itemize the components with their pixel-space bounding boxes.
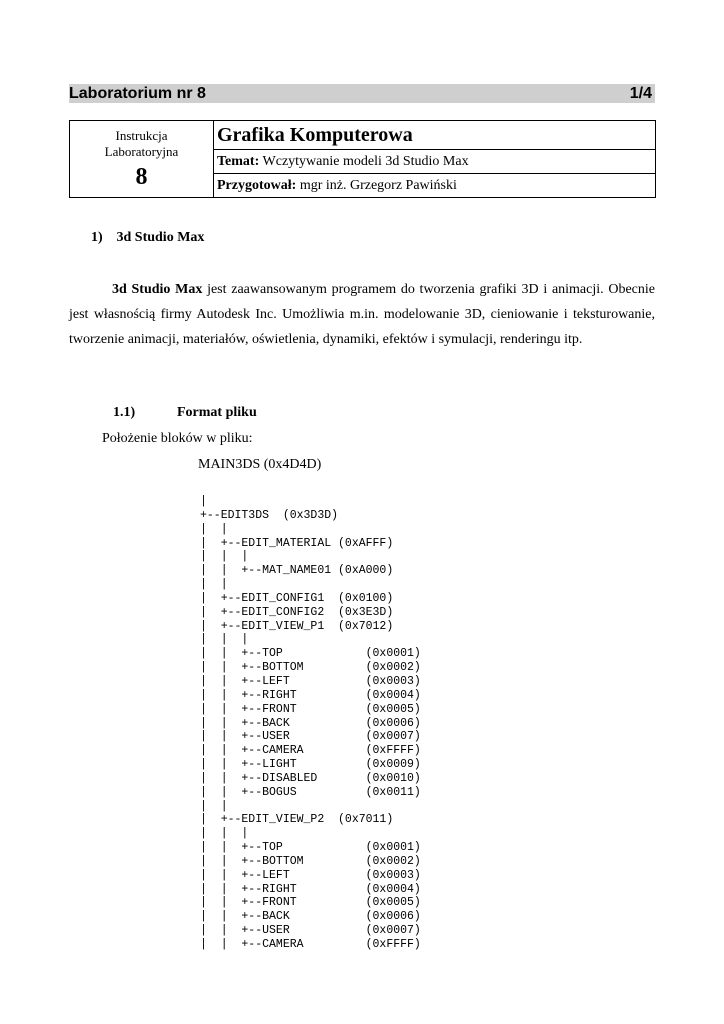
tree-line: | +--EDIT_VIEW_P1 (0x7012) [200,619,394,633]
tree-line: | | | [200,550,249,564]
tree-line: | | +--LEFT (0x0003) [200,868,421,882]
intro-paragraph [69,277,655,352]
tree-line: | | +--LEFT (0x0003) [200,674,421,688]
paragraph-lead: 3d Studio Max [112,282,203,297]
page-number: 1/4 [629,85,652,102]
blocks-label: Położenie bloków w pliku: [102,431,253,446]
tree-line: | | +--RIGHT (0x0004) [200,688,421,702]
tree-line: | +--EDIT_MATERIAL (0xAFFF) [200,536,394,550]
instruction-line1: Instrukcja [115,128,168,143]
section-1-1-heading [113,405,257,421]
section-1-1-title: Format pliku [177,405,257,420]
tree-line: | | +--DISABLED (0x0010) [200,771,421,785]
course-title: Grafika Komputerowa [214,121,656,150]
tree-line: | | +--BOTTOM (0x0002) [200,854,421,868]
main-chunk: MAIN3DS (0x4D4D) [198,457,322,472]
tree-line: | | +--MAT_NAME01 (0xA000) [200,564,394,578]
tree-line: | +--EDIT_CONFIG2 (0x3E3D) [200,605,394,619]
tree-line: +--EDIT3DS (0x3D3D) [200,508,339,522]
instruction-number: 8 [135,164,148,190]
paragraph-text: jest zaawansowanym programem do tworzenia grafiki 3D i animacji. Obecnie jest własnością firmy Autodesk Inc. Umożliwia m.in. modelowanie 3D, cieniowanie i teksturowanie, tworzenie animacji, materiałów, oświetlenia, dynamiki, efektów i symulacji, renderingu itp. [69,282,655,347]
tree-line: | +--EDIT_CONFIG1 (0x0100) [200,591,394,605]
author-value: mgr inż. Grzegorz Pawiński [299,177,457,193]
chunk-tree [200,495,421,952]
tree-line: | | +--LIGHT (0x0009) [200,758,421,772]
tree-line: | | [200,522,228,536]
lab-title: Laboratorium nr 8 [69,85,206,102]
section-1-heading [91,230,204,246]
tree-line: | | | [200,633,249,647]
tree-line: | | [200,578,228,592]
tree-line: | | +--BOGUS (0x0011) [200,785,421,799]
tree-line: | | +--BOTTOM (0x0002) [200,661,421,675]
tree-line: | [200,495,207,508]
instruction-cell [70,121,214,198]
author-label: Przygotował: [217,177,297,193]
section-1-title: 3d Studio Max [116,230,205,245]
tree-line: | | +--FRONT (0x0005) [200,702,421,716]
section-1-number: 1) [91,230,103,245]
tree-line: | | [200,799,228,813]
instruction-line2: Laboratoryjna [104,144,179,159]
tree-line: | | +--CAMERA (0xFFFF) [200,744,421,758]
info-table [69,120,656,198]
tree-line: | | +--BACK (0x0006) [200,716,421,730]
tree-line: | | +--BACK (0x0006) [200,910,421,924]
section-1-1-number: 1.1) [113,405,136,420]
tree-line: | | +--USER (0x0007) [200,730,421,744]
author-cell [214,174,656,198]
topic-cell [214,150,656,174]
tree-line: | | | [200,827,249,841]
topic-label: Temat: [217,153,260,169]
tree-line: | | +--TOP (0x0001) [200,647,421,661]
tree-line: | | +--RIGHT (0x0004) [200,882,421,896]
tree-line: | +--EDIT_VIEW_P2 (0x7011) [200,813,394,827]
tree-line: | | +--TOP (0x0001) [200,841,421,855]
page-header [69,84,655,103]
tree-line: | | +--FRONT (0x0005) [200,896,421,910]
tree-line: | | +--USER (0x0007) [200,924,421,938]
tree-line: | | +--CAMERA (0xFFFF) [200,938,421,951]
topic-value: Wczytywanie modeli 3d Studio Max [262,153,469,169]
